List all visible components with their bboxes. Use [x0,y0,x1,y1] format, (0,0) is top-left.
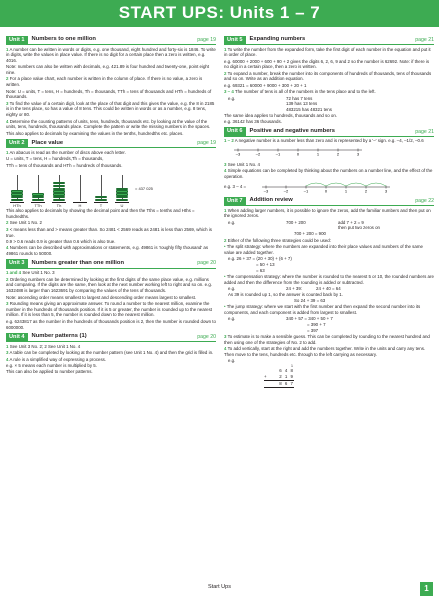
abacus-rod-hth [10,175,24,201]
unit-5-same-idea: The same idea applies to hundreds, thousands and so on. [224,112,338,118]
abacus-stick [80,175,81,201]
point-text: See Unit 3 No. 2; 2 See Unit 1 No. 4 [9,343,81,349]
abacus-rods [6,171,129,201]
point-text: < means less than and > means greater than. So 2481 < 2569 reads as 2481 is less than 2569, which is true. [6,226,212,238]
unit-4-badge: Unit 4 [6,333,28,342]
footer-text: Start Ups [208,584,231,590]
point-text: A number can be written in words or digits, e.g. one thousand, eight hundred and forty-six is 1846. To write in digits, write the values in place value. If there is no digit for a certain place then a zero is written, e.g. 4016. [6,46,216,63]
abacus-rod-t [94,175,108,201]
abacus-bead [116,199,128,201]
unit-1-note-2: Note: U = units, T = tens, H = hundreds, Th = thousands, TTh = tens of thousands and HTh = hundreds of thousands. [6,88,212,100]
unit-3-order-note: Note: ascending order means smallest to largest and descending order means largest to smallest. [6,294,197,300]
unit-5-point-1 [224,47,434,58]
point-number: 2 [6,76,9,82]
point-text: To add vertically, start at the right and add the numbers together. Write in the units and carry any tens. Then move to the tens, hundreds etc. through to the left carrying as necessary. [224,346,426,357]
unit-7-point-1 [224,208,434,219]
point-number: 3 [6,350,9,356]
abacus-bead [53,185,65,187]
unit-7-section [224,197,434,387]
unit-5-point-2 [224,71,434,82]
vertical-example-label: e.g. [228,358,236,364]
jump-step-1: = 390 + 7 [307,321,326,327]
number-line-label: 1 [316,151,320,157]
abacus-bead [32,199,44,201]
unit-7-header [224,197,434,206]
unit-3-point-2 [6,277,216,294]
unit-2-point-4 [6,245,216,256]
example-label: e.g. [228,316,236,322]
page-number: 1 [420,582,433,596]
example-step-1: add 7 + 2 = 9 [338,219,364,225]
example-label: e.g. [228,286,236,292]
compensation-result: So 24 + 39 = 63 [294,297,326,303]
unit-1-header [6,36,216,45]
unit-3-rounding-example: e.g. 6243817 as the number in the hundreds of thousands position is 2, then the number is rounded down to 6000000. [6,318,216,330]
page-title: START UPS: Units 1 – 7 [118,3,321,23]
title-banner [0,0,439,27]
unit-7-title: Addition review [249,197,293,204]
abacus-label: H [73,202,87,208]
point-number: 2 [6,276,9,282]
point-text: Simple equations can be completed by thinking about the numbers on a number line, and the effect of the operation. [224,168,433,179]
plus-sign: + [264,374,268,380]
number-line-label: 3 [384,188,388,194]
abacus-rod-tth [31,175,45,201]
abacus-figure [6,169,216,208]
number-line-jump [306,183,326,186]
unit-3-title: Numbers greater than one million [31,260,124,267]
unit-1-point-2 [6,76,216,87]
unit-2-point-1-b: U = units, T = tens, H = hundreds,Th = thousands, [6,156,104,162]
point-text: A table can be completed by looking at the number pattern (see Unit 1 No. 4) and then the grid is filled in. [9,350,214,356]
split-example-2: = 50 + 13 [256,261,275,267]
point-text: Determine the counting patterns of units, tens, hundreds, thousands etc. by looking at the value of the units, tens, hundreds, thousands place. Complete the pattern or write the missing numbers in the spaces. [6,118,211,130]
strategy-text: The jump strategy: where we start with the first number and then expand the second number into its components, and each component is added from largest to smallest. [224,303,421,315]
unit-7-point-2 [224,238,434,244]
number-line-label: –1 [303,188,309,194]
unit-2-page-ref: page 19 [197,140,216,147]
point-text: To estimate is to make a sensible guess. This can be completed by rounding to the nearest hundred and then using one of the strategies of No. 2 to add. [224,333,430,345]
abacus-value: = 437 025 [135,186,153,192]
number-line-label: –2 [283,188,289,194]
abacus-label: T [94,202,108,208]
abacus-bead [11,199,23,201]
unit-6-point-3 [224,162,434,168]
point-number: 3 [6,100,9,106]
unit-1-point-4 [6,119,216,130]
point-number: 4 [6,356,9,362]
example-label: e.g. [228,219,236,225]
unit-7-point-4 [224,346,434,357]
unit-2-point-3-b: 0.9 > 0.6 reads 0.9 is greater than 0.6 which is also true. [6,238,116,244]
unit-6-page-ref: page 21 [415,128,434,135]
unit-6-example-row [224,180,434,194]
unit-3-point-3 [6,301,216,318]
unit-3-point-1 [6,270,216,276]
point-number: 4 [6,118,9,124]
unit-2-badge: Unit 2 [6,139,28,148]
point-text: Either of the following three strategies could be used: [227,237,331,243]
abacus-label: U [115,202,129,208]
point-number: 1 [224,207,227,213]
number-line-label: –2 [255,151,261,157]
right-column [224,36,434,576]
point-number: 1 [6,343,9,349]
unit-4-page-ref: page 20 [197,333,216,340]
point-number: 3 – 4 [224,89,234,95]
point-text: See Unit 1 No. 3 [22,270,55,276]
number-line-label: –3 [263,188,269,194]
point-text: Rounding means giving an approximate answer. To round a number to the nearest million, examine the number in the hundreds of thousands position. If it is 5 or greater, the number is rounded up to the nearest million. If it is less than 5, the number is rounded down to the nearest million. [6,300,212,318]
point-text: To expand a number, break the number into its components of hundreds of thousands, tens of thousands and so on. Write as an addition equation. [224,70,432,82]
point-number: 4 [224,168,227,173]
unit-7-badge: Unit 7 [224,197,246,206]
point-text: A rule is a simplified way of expressing a process. [9,356,107,362]
point-number: 2 [224,237,227,243]
unit-1-point-3 [6,101,216,118]
strategy-text: The compensation strategy: where the number is rounded to the nearest 5 or 10, the rounded numbers are added and then the difference from the rounding is added or subtracted. [224,273,434,285]
unit-1-title: Numbers to one million [31,36,96,43]
unit-5-point-3-4 [224,89,434,95]
number-line-label: 0 [296,151,300,157]
point-text: For a place value chart, each number is written in the column of place. If there is no value, a zero is written. [6,76,203,88]
number-line-1 [232,146,372,158]
point-number: 1 [6,149,9,155]
number-line-label: 1 [344,188,348,194]
unit-3-badge: Unit 3 [6,259,28,268]
unit-2-point-1 [6,150,216,156]
number-line-label: 3 [356,151,360,157]
jump-step-2: = 397 [307,327,319,333]
unit-4-pattern-note: This can also be applied to number patterns. [6,369,93,375]
unit-2-section [6,139,216,256]
unit-4-title: Number patterns (1) [31,333,87,340]
unit-6-point-1-2 [224,138,434,144]
strategy-text: The split strategy: where the numbers are expanded into their place values and numbers of the same value are added together. [224,244,423,255]
abacus-bead [11,196,23,198]
point-number: 2 [224,70,227,76]
point-text: To write the number from the expanded form, take the first digit of each number in the equation and put it in order of place. [224,46,431,58]
abacus-bead [95,196,107,198]
unit-1-section [6,36,216,136]
point-text: An abacus is read as the number of discs above each letter. [9,149,126,155]
point-text: When adding larger numbers, it is possible to ignore the zeros, add the familiar numbers and then put on the ignored zeros. [224,207,431,219]
point-number: 2 [6,220,9,226]
example-sum: 340 + 57 = 340 + 50 + 7 [286,316,333,322]
unit-2-point-3 [6,227,216,238]
point-text: To find the value of a certain digit, look at the place of that digit and this gives the value, e.g. the 8 in 2185 is in the tens place, so has a value of 8 tens. This could be written in words or as a number, e.g. 8 tens, eighty or 80. [6,100,215,118]
number-line-jump [366,183,386,186]
point-number: 4 [224,346,227,352]
unit-7-example-1 [224,220,434,231]
unit-4-section [6,333,216,375]
unit-2-point-2 [6,220,216,226]
sum-result: 8 6 7 [264,380,294,388]
unit-6-equation: e.g. 3 – 4 = [224,184,247,190]
number-line-2 [260,180,400,194]
unit-5-title: Expanding numbers [249,36,306,43]
point-number: 3 [6,226,9,232]
point-text: See Unit 1 No. 4 [227,161,260,167]
unit-4-header [6,333,216,342]
unit-5-badge: Unit 5 [224,36,246,45]
example-sum: 24 + 39: [286,286,302,292]
number-line-jump [326,183,346,186]
point-number: 1 and 4 [6,270,22,276]
tens-example-2: 139 has 13 tens [286,101,318,107]
unit-6-badge: Unit 6 [224,127,246,136]
point-text: Numbers can be described with approximations or statements, e.g. 49861 is 'roughly fifty thousand' as 49861 rounds to 50000. [6,245,209,257]
unit-1-decimals-note: This also applies to decimals by examining the values in the tenths, hundredths etc. places. [6,130,184,136]
number-line-jump [346,183,366,186]
unit-2-point-1-c: TTh = tens of thousands and HTh = hundreds of thousands. [6,162,123,168]
unit-3-page-ref: page 20 [197,260,216,267]
number-line-label: 2 [336,151,340,157]
abacus-bead [53,196,65,198]
unit-1-page-ref: page 19 [197,36,216,43]
unit-7-example-1-result: 700 + 200 = 900 [294,231,326,237]
addend-1: 6 4 8 [279,368,294,374]
unit-1-point-1 [6,47,216,64]
unit-4-point-3 [6,350,216,356]
unit-5-section [224,36,434,125]
unit-6-title: Positive and negative numbers [249,128,335,135]
unit-4-point-1 [6,344,216,350]
carry-digit: 1 [291,363,294,368]
unit-2-decimals: This also applies to decimals by showing the decimal point and then the Tths = tenths and Hths = hundredths. [6,208,195,220]
point-number: 3 [224,161,227,167]
unit-4-rule-example: e.g. × 5 means each number is multiplied by 5. [6,362,97,368]
unit-7-page-ref: page 22 [415,197,434,204]
number-line-label: 0 [324,188,328,194]
unit-7-point-3 [224,334,434,345]
example-step: 24 + 40 = 64 [316,286,341,292]
compensation-explain: As 39 is rounded up 1, so the answer is counted back by 1. [228,291,343,297]
number-line-label: –3 [235,151,241,157]
point-number: 3 [6,300,9,306]
point-number: 4 [6,245,9,251]
unit-2-title: Place value [31,139,64,146]
unit-5-example-2: e.g. 69321 = 60000 + 9000 + 300 + 20 + 1 [224,82,307,88]
point-text: A negative number is a number less than zero and is represented by a '–' sign. e.g. –4, –1/2, –0.6 [234,138,424,144]
left-column [6,36,216,576]
unit-1-note-1: Note: numbers can also be written with decimals, e.g. 421.89 is four hundred and twenty-one, point eight nine. [6,64,210,76]
abacus-rod-u [115,175,129,201]
abacus-bead [95,199,107,201]
abacus-rod-h [73,175,87,201]
unit-6-section [224,128,434,194]
abacus-label: Th [52,202,66,208]
jump-strategy: • The jump strategy: where we start with the first number and then expand the second number into its components, and each component is added from largest to smallest. [224,303,421,315]
abacus-rod-th [52,175,66,201]
abacus-bead [116,196,128,198]
point-number: 1 – 2 [224,138,234,144]
addend-2: 2 1 9 [279,374,294,380]
point-text: Ordering numbers can be determined by looking at the first digits of the same place value, e.g. millions and comparing. If the digits are the same, then look at the next number working left to right and so on. e.g. 1632488 is larger than 1623691 by comparing the values of the tens of thousands. [6,276,212,294]
abacus-bead [32,196,44,198]
point-number: 3 [224,333,227,339]
unit-3-header [6,260,216,269]
number-line-label: 2 [364,188,368,194]
page-footer [0,582,439,600]
tens-example-3: 483215 has 48321 tens [286,107,332,113]
point-text: The number of tens is all of the numbers in the tens place and to the left. [234,89,376,95]
example-label: e.g. [228,95,236,101]
compensation-strategy: • The compensation strategy: where the number is rounded to the nearest 5 or 10, the rounded numbers are added and then the difference from the rounding is added or subtracted. [224,273,434,285]
abacus-label: HTh [10,202,24,208]
unit-5-tens-examples [224,96,434,113]
number-line-label: –1 [275,151,281,157]
unit-5-header [224,36,434,45]
unit-5-thousands-example: e.g. 36142 has 36 thousands. [224,119,282,125]
tens-example-1: 72 has 7 tens [286,95,313,101]
point-text: See Unit 1 No. 2 [9,220,42,226]
unit-6-point-4 [224,168,434,179]
vertical-addition [224,364,434,388]
split-example-1: e.g. 26 + 37 = (20 + 30) + (6 + 7) [228,256,292,262]
split-example-3: = 63 [256,267,265,273]
abacus-bead [53,199,65,201]
unit-5-page-ref: page 21 [415,36,434,43]
unit-6-header [224,128,434,137]
split-strategy: • The split strategy: where the numbers are expanded into their place values and numbers of the same value are added together. [224,244,423,255]
unit-2-header [6,139,216,148]
example-step-2: then put two zeros on [338,225,380,231]
unit-1-badge: Unit 1 [6,36,28,45]
example-sum: 700 + 200 [286,219,306,225]
unit-3-section [6,260,216,330]
abacus-label: TTh [31,202,45,208]
point-number: 1 [224,46,227,52]
unit-5-example-1: e.g. 60000 + 2000 + 600 + 90 + 2 gives the digits 6, 2, 6, 9 and 2 so the number is 62692. Note: if there is no digit in a certain place, then a zero is written. [224,58,430,70]
unit-4-point-4 [6,357,216,363]
point-number: 1 [6,46,9,52]
